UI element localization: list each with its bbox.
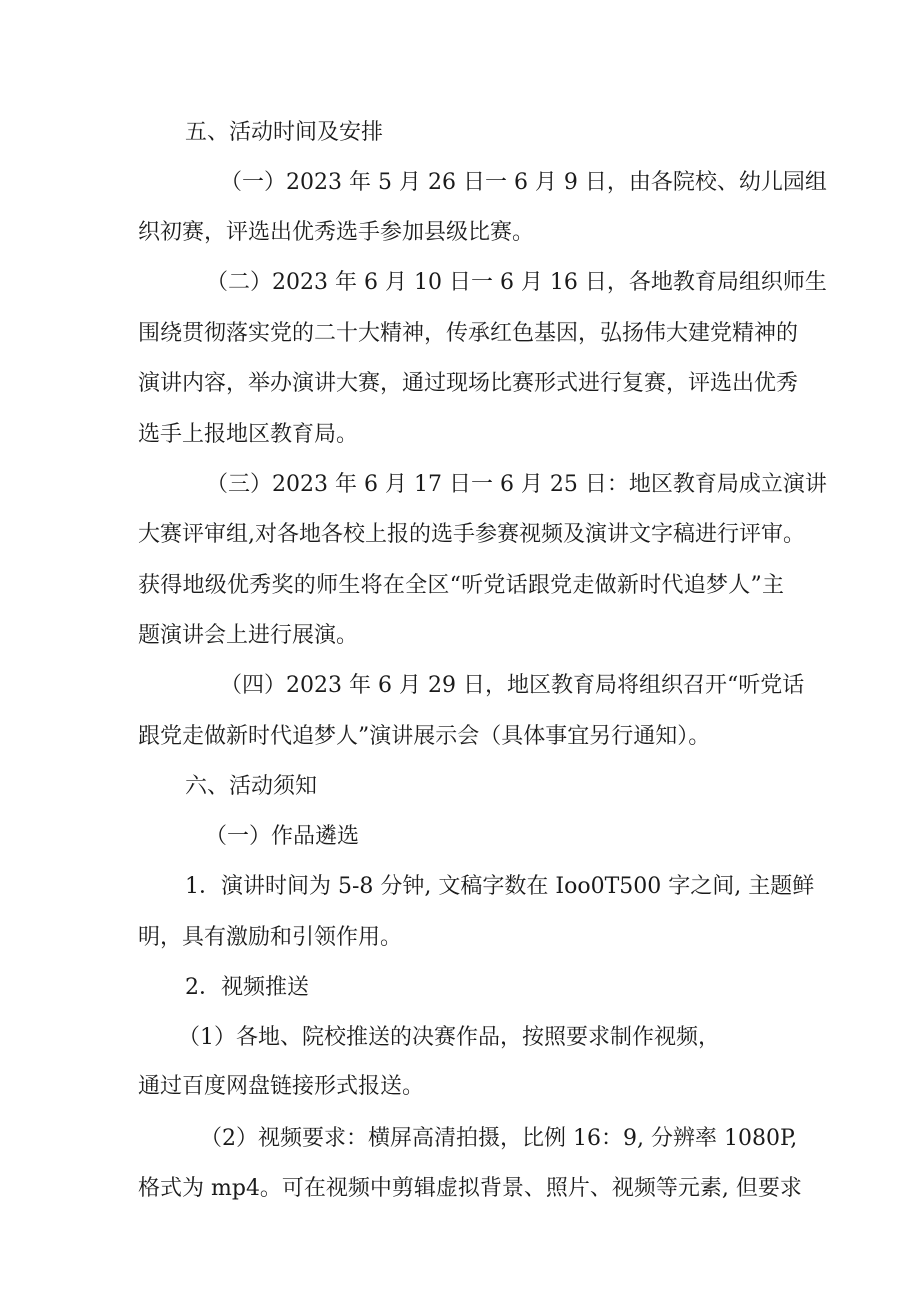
subsection-heading: （一）作品遴选	[205, 824, 360, 849]
paragraph-line: 大赛评审组,对各地各校上报的选手参赛视频及演讲文字稿进行评审。	[138, 522, 805, 547]
item-heading: 2．视频推送	[185, 975, 309, 1000]
paragraph-line: 明，具有激励和引领作用。	[138, 925, 403, 950]
paragraph-line: 通过百度网盘链接形式报送。	[138, 1074, 425, 1099]
paragraph-line: 演讲内容，举办演讲大赛，通过现场比赛形式进行复赛，评选出优秀	[138, 371, 799, 396]
paragraph-line: （四）2023 年 6 月 29 日，地区教育局将组织召开“听党话	[220, 673, 805, 698]
paragraph-line: （二）2023 年 6 月 10 日一 6 月 16 日，各地教育局组织师生	[206, 270, 827, 295]
paragraph-line: 围绕贯彻落实党的二十大精神，传承红色基因，弘扬伟大建党精神的	[138, 321, 799, 346]
paragraph-line: 1．演讲时间为 5-8 分钟, 文稿字数在 Ioo0T500 字之间, 主题鲜	[185, 874, 815, 899]
section-heading: 六、活动须知	[185, 774, 318, 799]
paragraph-line: 获得地级优秀奖的师生将在全区“听党话跟党走做新时代追梦人”主	[138, 573, 784, 598]
paragraph-line: （2）视频要求：横屏高清拍摄，比例 16：9, 分辨率 1080P,	[200, 1126, 798, 1151]
paragraph-line: 跟党走做新时代追梦人”演讲展示会（具体事宜另行通知）。	[138, 724, 711, 749]
paragraph-line: （一）2023 年 5 月 26 日一 6 月 9 日，由各院校、幼儿园组	[220, 170, 827, 195]
section-heading: 五、活动时间及安排	[185, 120, 384, 145]
paragraph-line: 选手上报地区教育局。	[138, 422, 359, 447]
paragraph-line: 格式为 mp4。可在视频中剪辑虚拟背景、照片、视频等元素, 但要求	[138, 1176, 802, 1201]
paragraph-line: （1）各地、院校推送的决赛作品，按照要求制作视频，	[178, 1025, 720, 1050]
paragraph-line: 织初赛，评选出优秀选手参加县级比赛。	[138, 220, 535, 245]
paragraph-line: （三）2023 年 6 月 17 日一 6 月 25 日：地区教育局成立演讲	[206, 472, 827, 497]
paragraph-line: 题演讲会上进行展演。	[138, 623, 359, 648]
